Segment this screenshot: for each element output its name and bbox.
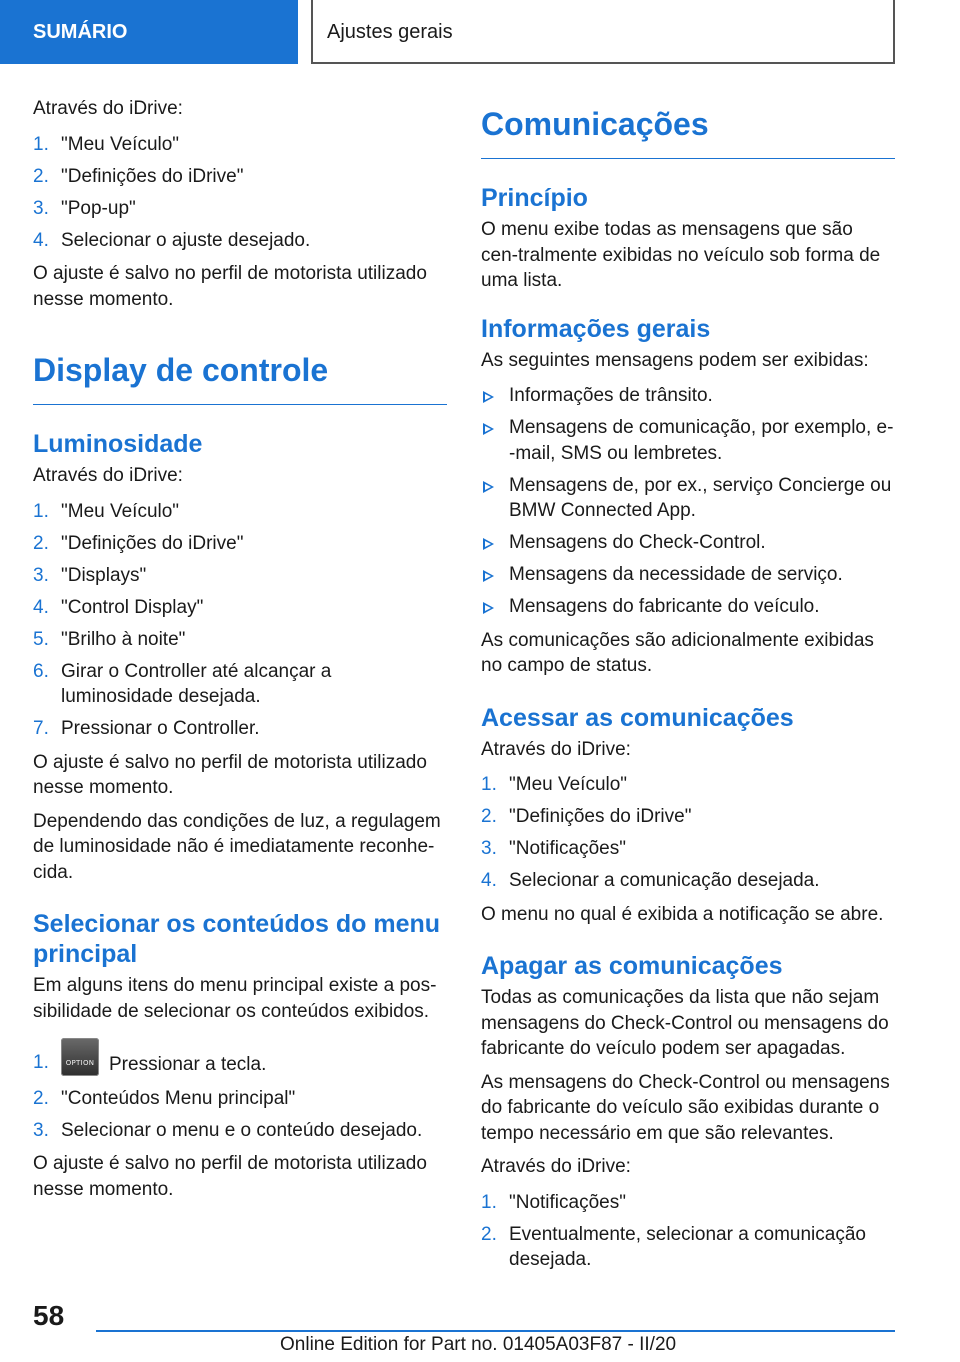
list-item [33,1118,447,1144]
step-text: "Definições do iDrive" [509,806,692,827]
option-button-icon [61,1038,99,1076]
informacoes-note: As comunicações são adicionalmente exibidas no campo de status. [481,629,874,676]
message-types-list [481,383,895,620]
list-item [481,473,895,524]
triangle-bullet-icon [483,538,494,550]
step-number: 1. [33,133,49,155]
step-text: "Definições do iDrive" [61,165,244,187]
step-number: 2. [481,1223,497,1245]
comunicacoes-heading: Comunicações [481,104,895,159]
step-number: 3. [33,197,49,219]
step-number: 2. [481,806,497,827]
step-text: Pressionar a tecla. [109,1054,267,1075]
step-text: "Meu Veículo" [61,500,180,522]
item-text: Mensagens de, por ex., serviço Concierge ou BMW Connected App. [509,474,892,521]
apagar-intro: Através do iDrive: [481,1156,631,1177]
step-text: Selecionar o ajuste desejado. [61,229,311,251]
list-item [33,228,447,254]
step-text: "Control Display" [61,596,204,618]
list-item [481,1222,895,1273]
step-number: 4. [33,229,49,251]
step-text: Eventualmente, selecionar a comunicação desejada. [509,1223,866,1270]
summary-tab[interactable]: SUMÁRIO [0,0,298,64]
step-text: "Pop-up" [61,197,136,219]
list-item [33,164,447,190]
list-item [481,868,895,894]
principio-text: O menu exibe todas as mensagens que são cen-tralmente exibidas no veículo sob forma de uma lista. [481,219,881,291]
item-text: Informações de trânsito. [509,385,713,406]
list-item [481,1190,895,1216]
step-number: 7. [33,718,49,739]
item-text: Mensagens de comunicação, por exemplo, e--mail, SMS ou lembretes. [509,417,894,464]
step-number: 6. [33,660,49,682]
triangle-bullet-icon [483,481,494,493]
footer-edition: Online Edition for Part no. 01405A03F87 - II/20 [280,1334,677,1355]
acessar-heading: Acessar as comunicações [481,703,794,732]
step-number: 3. [33,564,49,586]
acessar-note: O menu no qual é exibida a notificação se abre. [481,903,884,925]
step-number: 2. [33,1087,49,1109]
luminosidade-steps-list [33,499,447,742]
list-item [33,1038,447,1078]
intro-steps-list [33,132,447,254]
luminosidade-note-2: Dependendo das condições de luz, a regulagem de luminosidade não é imediatamente reconhe-cida. [33,810,441,883]
apagar-steps-list [481,1190,895,1273]
list-item [481,594,895,620]
triangle-bullet-icon [483,602,494,614]
item-text: Mensagens da necessidade de serviço. [509,564,843,585]
step-text: Selecionar a comunicação desejada. [509,870,820,891]
intro-note: O ajuste é salvo no perfil de motorista utilizado nesse momento. [33,263,427,310]
step-number: 3. [33,1119,49,1141]
list-item [481,530,895,556]
step-text: "Notificações" [509,838,626,859]
item-text: Mensagens do Check-Control. [509,532,766,553]
list-item [481,772,895,798]
conteudos-steps-list [33,1038,447,1143]
intro-text: Através do iDrive: [33,98,183,119]
step-text: "Notificações" [509,1191,626,1213]
triangle-bullet-icon [483,391,494,403]
conteudos-intro: Em alguns itens do menu principal existe a pos-sibilidade de selecionar os conteúdos exibidos. [33,975,437,1022]
informacoes-heading: Informações gerais [481,314,711,343]
top-navigation-bar [0,0,960,66]
list-item [33,196,447,222]
right-column [481,104,895,1281]
triangle-bullet-icon [483,570,494,582]
list-item [33,659,447,710]
list-item [33,595,447,621]
list-item [33,499,447,525]
list-item [33,627,447,653]
step-text: "Meu Veículo" [509,774,628,795]
left-column [33,96,447,1210]
acessar-intro: Através do iDrive: [481,738,631,760]
step-text: Pressionar o Controller. [61,718,260,739]
apagar-text-2: As mensagens do Check-Control ou mensagens do fabricante do veículo são exibidas durante o tempo necessário em que são relevantes. [481,1071,890,1144]
list-item [33,1086,447,1112]
step-text: "Definições do iDrive" [61,532,244,554]
list-item [33,531,447,557]
principio-heading: Princípio [481,184,588,212]
step-text: "Meu Veículo" [61,133,180,155]
step-number: 2. [33,532,49,554]
luminosidade-heading: Luminosidade [33,430,203,458]
step-text: "Displays" [61,564,147,586]
informacoes-intro: As seguintes mensagens podem ser exibidas: [481,349,869,371]
step-number: 3. [481,838,497,859]
apagar-text: Todas as comunicações da lista que não sejam mensagens do Check-Control ou mensagens do fabricante do veículo podem ser apagadas. [481,987,889,1059]
apagar-heading: Apagar as comunicações [481,952,783,980]
section-title: Ajustes gerais [311,0,895,64]
list-item [481,836,895,862]
step-text: Selecionar o menu e o conteúdo desejado. [61,1119,423,1141]
list-item [481,562,895,588]
step-number: 1. [33,500,49,522]
step-number: 1. [481,774,497,795]
list-item [33,716,447,742]
list-item [33,132,447,158]
page-number: 58 [33,1300,65,1331]
step-number: 4. [481,870,497,891]
list-item [481,415,895,466]
step-number: 1. [481,1191,497,1213]
list-item [481,804,895,830]
luminosidade-note: O ajuste é salvo no perfil de motorista utilizado nesse momento. [33,751,427,798]
luminosidade-intro: Através do iDrive: [33,465,183,486]
display-controle-heading: Display de controle [33,350,447,405]
triangle-bullet-icon [483,423,494,435]
step-number: 4. [33,596,49,618]
step-number: 5. [33,628,49,650]
step-text: "Conteúdos Menu principal" [61,1087,296,1109]
acessar-steps-list [481,772,895,894]
conteudos-note: O ajuste é salvo no perfil de motorista utilizado nesse momento. [33,1153,427,1200]
list-item [481,383,895,409]
conteudos-heading: Selecionar os conteúdos do menu principal [33,910,441,968]
step-text: Girar o Controller até alcançar a luminosidade desejada. [61,660,332,707]
footer-divider [96,1330,895,1332]
step-text: "Brilho à noite" [61,628,186,650]
step-number: 1. [33,1052,49,1073]
step-number: 2. [33,165,49,187]
item-text: Mensagens do fabricante do veículo. [509,596,820,617]
list-item [33,563,447,589]
